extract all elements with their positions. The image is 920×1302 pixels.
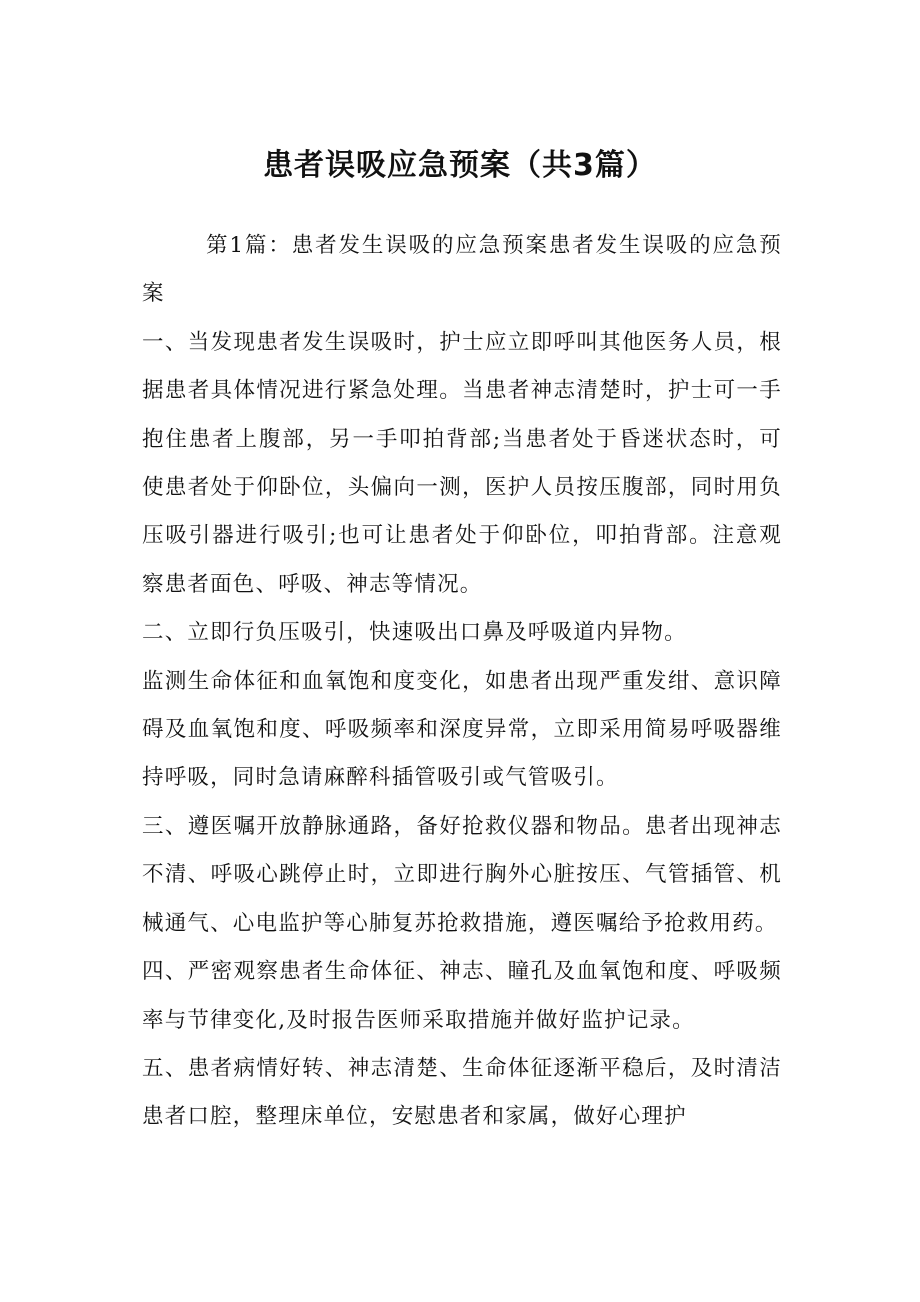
paragraph-step-2: 二、立即行负压吸引，快速吸出口鼻及呼吸道内异物。 <box>142 620 687 646</box>
paragraph-monitoring: 监测生命体征和血氧饱和度变化，如患者出现严重发绀、意识障碍及血氧饱和度、呼吸频率和深度异常，立即采用简易呼吸器维持呼吸，同时急请麻醉科插管吸引或气管吸引。 <box>142 668 782 791</box>
paragraph-step-5: 五、患者病情好转、神志清楚、生命体征逐渐平稳后，及时清洁患者口腔，整理床单位，安慰患者和家属，做好心理护 <box>142 1055 782 1130</box>
paragraph-step-4: 四、严密观察患者生命体征、神志、瞳孔及血氧饱和度、呼吸频率与节律变化,及时报告医师采取措施并做好监护记录。 <box>142 959 782 1033</box>
document-title: 患者误吸应急预案（共3篇） <box>263 148 657 183</box>
paragraph-section-heading: 第1篇：患者发生误吸的应急预案患者发生误吸的应急预案 <box>142 233 782 307</box>
paragraph-step-3: 三、遵医嘱开放静脉通路，备好抢救仪器和物品。患者出现神志不清、呼吸心跳停止时，立即进行胸外心脏按压、气管插管、机械通气、心电监护等心肺复苏抢救措施，遵医嘱给予抢救用药。 <box>142 813 782 936</box>
document-body <box>142 222 782 1142</box>
paragraph-step-1: 一、当发现患者发生误吸时，护士应立即呼叫其他医务人员，根据患者具体情况进行紧急处理。当患者神志清楚时，护士可一手抱住患者上腹部，另一手叩拍背部;当患者处于昏迷状态时，可使患者处于仰卧位，头偏向一测，医护人员按压腹部，同时用负压吸引器进行吸引;也可让患者处于仰卧位，叩拍背部。注意观察患者面色、呼吸、神志等情况。 <box>142 329 782 597</box>
